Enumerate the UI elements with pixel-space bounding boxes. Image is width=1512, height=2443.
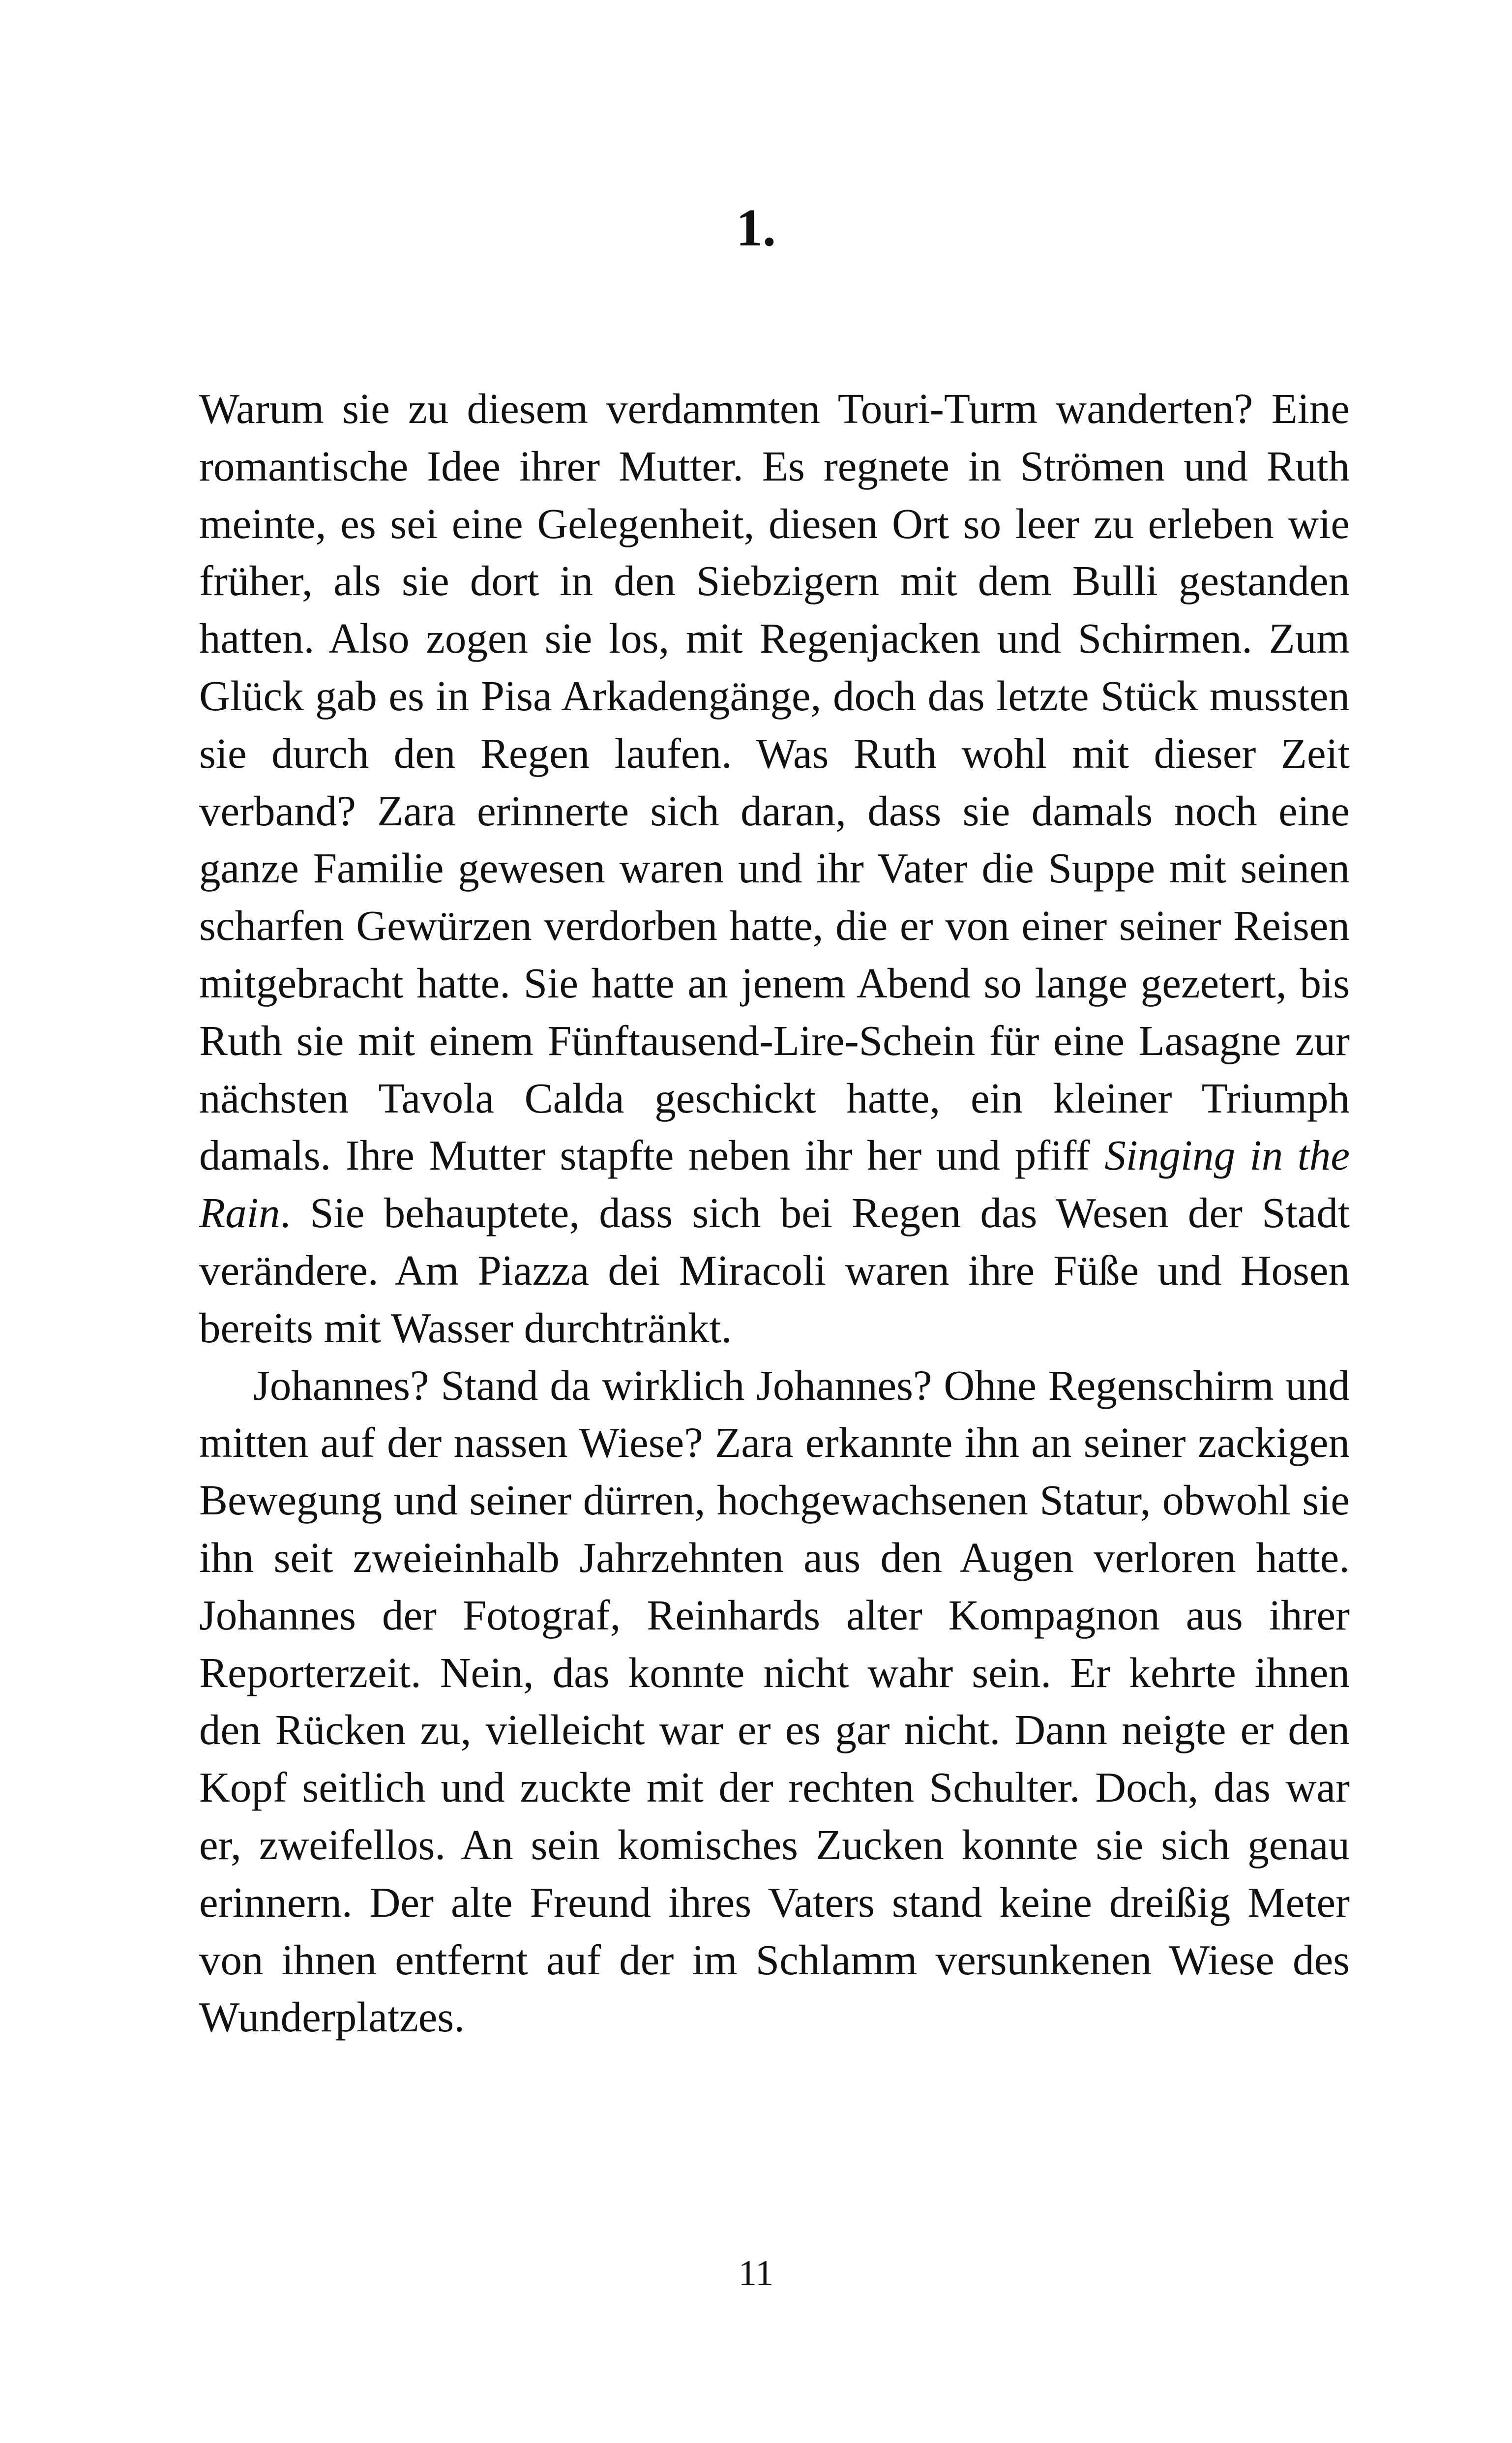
chapter-number: 1.: [736, 199, 776, 257]
paragraph-1-text-end: . Sie behauptete, dass sich bei Regen das Wesen der Stadt verändere. Am Piazza dei Miracoli waren ihre Füße und Hosen bereits mit Wasser durchtränkt.: [199, 1189, 1350, 1352]
paragraph-1: [199, 380, 1350, 1357]
page-number: 11: [738, 2253, 774, 2293]
chapter-body: [199, 380, 1350, 2046]
paragraph-1-text-start: Warum sie zu diesem verdammten Touri-Turm wanderten? Eine romantische Idee ihrer Mutter. Es regnete in Strömen und Ruth meinte, es sei eine Gelegenheit, diesen Ort so leer zu erleben wie früher, als sie dort in den Siebzigern mit dem Bulli gestanden hatten. Also zogen sie los, mit Regenjacken und Schirmen. Zum Glück gab es in Pisa Arkadengänge, doch das letzte Stück mussten sie durch den Regen laufen. Was Ruth wohl mit dieser Zeit verband? Zara erinnerte sich daran, dass sie damals noch eine ganze Familie gewesen waren und ihr Vater die Suppe mit seinen scharfen Gewürzen verdorben hatte, die er von einer seiner Reisen mitgebracht hatte. Sie hatte an jenem Abend so lange gezetert, bis Ruth sie mit einem Fünftausend-Lire-Schein für eine Lasagne zur nächsten Tavola Calda geschickt hatte, ein kleiner Triumph damals. Ihre Mutter stapfte neben ihr her und pfiff: [199, 385, 1350, 1179]
paragraph-2: Johannes? Stand da wirklich Johannes? Ohne Regenschirm und mitten auf der nassen Wiese? Zara erkannte ihn an seiner zackigen Bewegung und seiner dürren, hochgewachsenen Statur, obwohl sie ihn seit zweieinhalb Jahrzehnten aus den Augen verloren hatte. Johannes der Fotograf, Reinhards alter Kompagnon aus ihrer Reporterzeit. Nein, das konnte nicht wahr sein. Er kehrte ihnen den Rücken zu, vielleicht war er es gar nicht. Dann neigte er den Kopf seitlich und zuckte mit der rechten Schulter. Doch, das war er, zweifellos. An sein komisches Zucken konnte sie sich genau erinnern. Der alte Freund ihres Vaters stand keine dreißig Meter von ihnen entfernt auf der im Schlamm versunkenen Wiese des Wunderplatzes.: [199, 1361, 1350, 2041]
song-title: Singing in the Rain: [199, 1131, 1350, 1237]
